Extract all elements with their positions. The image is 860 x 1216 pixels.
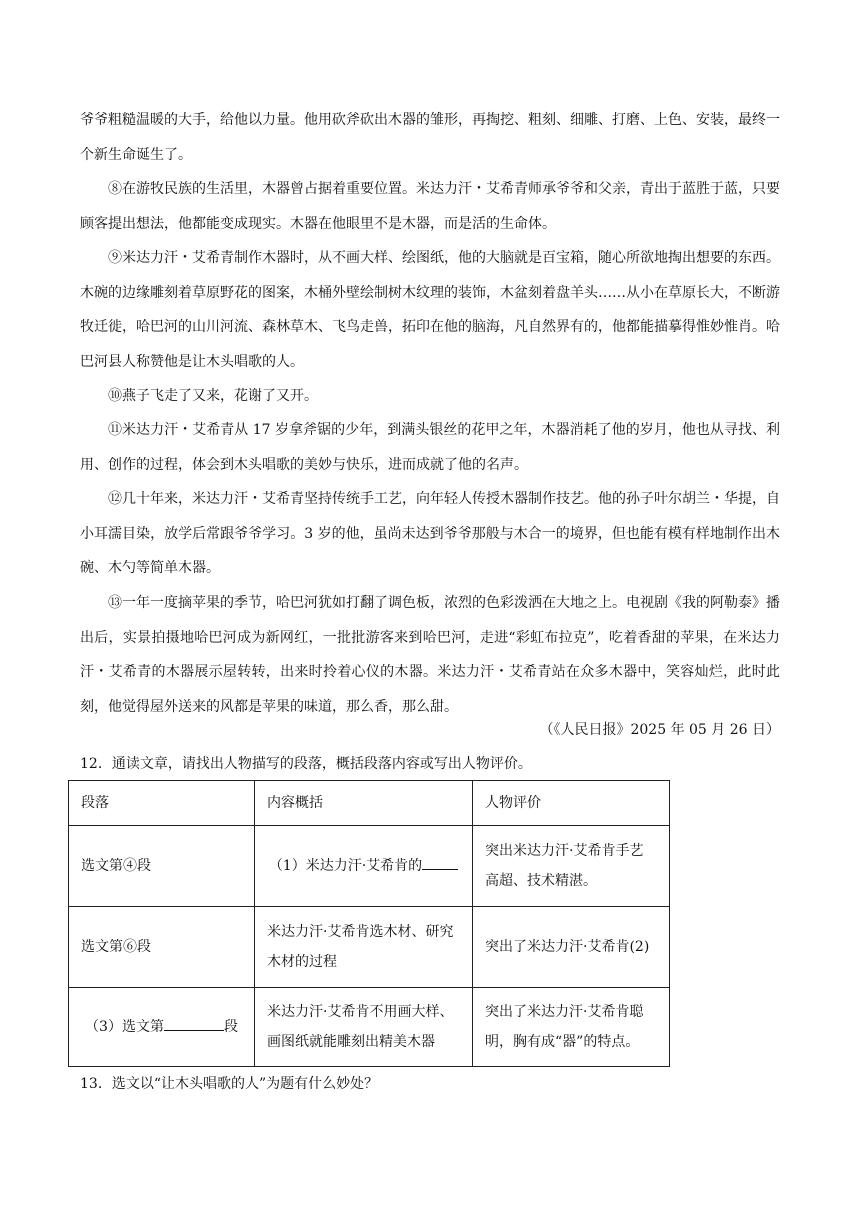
table-row	[69, 826, 670, 907]
paragraph-12: ⑫几十年来，米达力汗・艾希青坚持传统手工艺，向年轻人传授木器制作技艺。他的孙子叶尔胡兰・华提，自小耳濡目染，放学后常跟爷爷学习。3 岁的他，虽尚未达到爷爷那般与木合一的境界，但也能有模有样地制作出木碗、木勺等简单木器。	[80, 491, 780, 576]
row3-paragraph-suffix: 段	[223, 1019, 238, 1035]
row1-paragraph: 选文第④段	[69, 826, 255, 907]
row1-summary-text: （1）米达力汗·艾希肯的	[268, 858, 423, 874]
question-13-prompt: 13．选文以“让木头唱歌的人”为题有什么妙处？	[80, 1076, 379, 1092]
row3-paragraph-prefix: （3）选文第	[85, 1019, 164, 1035]
header-evaluation: 人物评价	[473, 781, 670, 826]
paragraph-11: ⑪米达力汗・艾希青从 17 岁拿斧锯的少年，到满头银丝的花甲之年，木器消耗了他的岁月，他也从寻找、利用、创作的过程，体会到木头唱歌的美妙与快乐，进而成就了他的名声。	[80, 422, 780, 473]
row3-summary: 米达力汗·艾希肯不用画大样、画图纸就能雕刻出精美木器	[255, 988, 473, 1067]
table-row	[69, 907, 670, 988]
paragraph-13: ⑬一年一度摘苹果的季节，哈巴河犹如打翻了调色板，浓烈的色彩泼洒在大地之上。电视剧《我的阿勒泰》播出后，实景拍摄地哈巴河成为新网红，一批批游客来到哈巴河，走进“彩虹布拉克”，吃着香甜的苹果，在米达力汗・艾希青的木器展示屋转转，出来时拎着心仪的木器。米达力汗・艾希青站在众多木器中，笑容灿烂，此时此刻，他觉得屋外送来的风都是苹果的味道，那么香，那么甜。	[80, 595, 780, 715]
paragraph-continuation: 爷爷粗糙温暖的大手，给他以力量。他用砍斧砍出木器的雏形，再掏挖、粗刻、细雕、打磨、上色、安装，最终一个新生命诞生了。	[80, 112, 780, 163]
header-summary: 内容概括	[255, 781, 473, 826]
answer-blank-1[interactable]	[422, 851, 458, 870]
row2-paragraph: 选文第⑥段	[69, 907, 255, 988]
row2-summary: 米达力汗·艾希肯选木材、研究木材的过程	[255, 907, 473, 988]
row3-paragraph-cell	[69, 988, 255, 1067]
row3-evaluation: 突出了米达力汗·艾希肯聪明，胸有成“器”的特点。	[473, 988, 670, 1067]
table-header-row	[69, 781, 670, 826]
article-source: （《人民日报》2025 年 05 月 26 日）	[539, 722, 780, 738]
question-12-prompt: 12．通读文章，请找出人物描写的段落，概括段落内容或写出人物评价。	[80, 756, 532, 772]
paragraph-8: ⑧在游牧民族的生活里，木器曾占据着重要位置。米达力汗・艾希青师承爷爷和父亲，青出于蓝胜于蓝，只要顾客提出想法，他都能变成现实。木器在他眼里不是木器，而是活的生命体。	[80, 181, 780, 232]
row1-summary-cell	[255, 826, 473, 907]
table-row	[69, 988, 670, 1067]
row1-evaluation: 突出米达力汗·艾希肯手艺高超、技术精湛。	[473, 826, 670, 907]
paragraph-9: ⑨米达力汗・艾希青制作木器时，从不画大样、绘图纸，他的大脑就是百宝箱，随心所欲地掏出想要的东西。木碗的边缘雕刻着草原野花的图案，木桶外壁绘制树木纹理的装饰，木盆刻着盘羊头……从小在草原长大，不断游牧迁徙，哈巴河的山川河流、森林草木、飞鸟走兽，拓印在他的脑海，凡自然界有的，他都能描摹得惟妙惟肖。哈巴河县人称赞他是让木头唱歌的人。	[80, 250, 780, 370]
paragraph-10: ⑩燕子飞走了又来，花谢了又开。	[108, 388, 318, 404]
question-12-table	[68, 780, 670, 1067]
answer-blank-3[interactable]	[164, 1012, 224, 1031]
header-paragraph: 段落	[69, 781, 255, 826]
row2-evaluation: 突出了米达力汗·艾希肯(2)	[473, 907, 670, 988]
